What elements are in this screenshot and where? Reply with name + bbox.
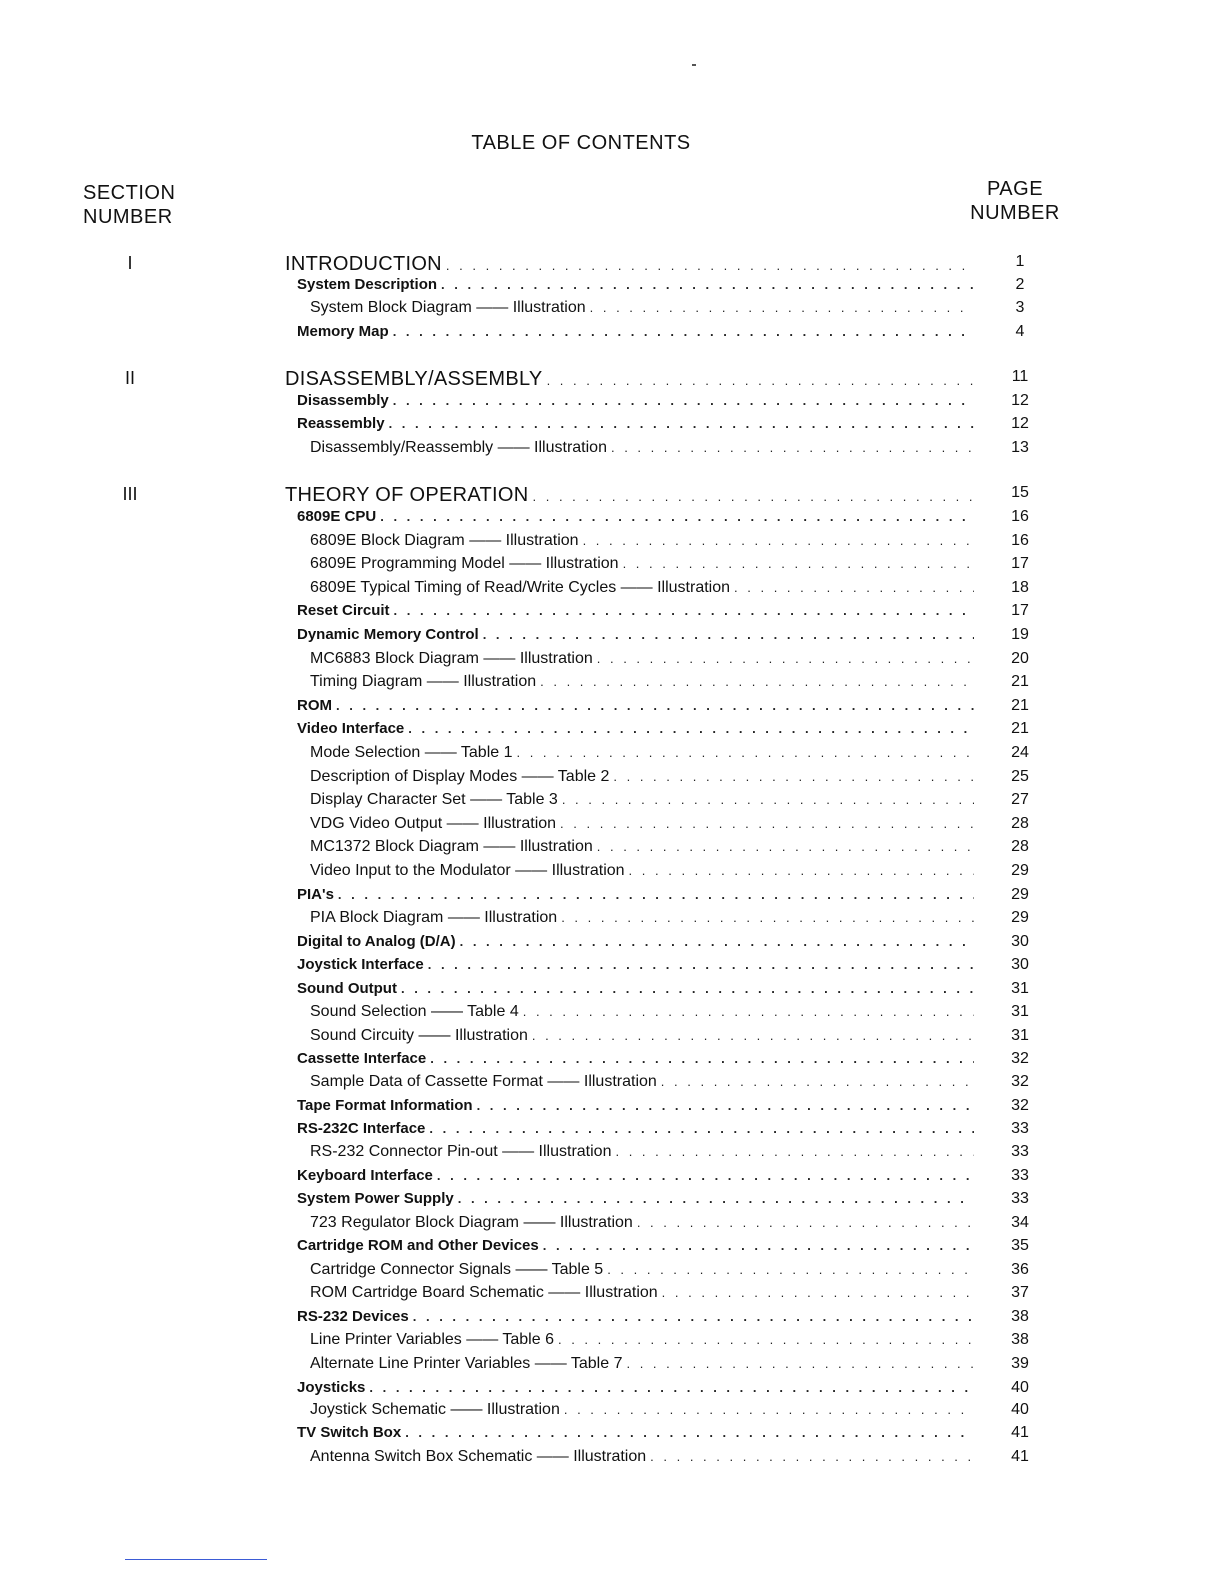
toc-entry[interactable] [310, 744, 974, 762]
dot-leader [607, 1262, 974, 1277]
dot-leader [458, 1191, 974, 1206]
toc-row [0, 1424, 1224, 1447]
dot-leader [389, 416, 974, 431]
page-number: 41 [1011, 1448, 1029, 1465]
toc-entry[interactable] [310, 909, 974, 927]
toc-entry-title: Reset Circuit [297, 602, 390, 619]
toc-entry[interactable] [310, 1214, 974, 1232]
toc-row [0, 368, 1224, 391]
toc-entry[interactable] [297, 1190, 974, 1207]
toc-row [0, 1448, 1224, 1471]
toc-entry-title: Mode Selection —— Table 1 [310, 744, 513, 761]
toc-entry-title: System Description [297, 276, 438, 293]
dot-leader [583, 533, 974, 548]
toc-entry-title: INTRODUCTION [285, 253, 442, 275]
page-number: 12 [1011, 392, 1029, 409]
toc-entry-title: Timing Diagram —— Illustration [310, 673, 537, 690]
dot-leader [597, 839, 974, 854]
toc-row [0, 1167, 1224, 1190]
page-number: 40 [1011, 1401, 1029, 1418]
dot-leader [564, 1402, 974, 1417]
dot-leader [562, 792, 974, 807]
dot-leader [734, 580, 974, 595]
toc-entry-title: PIA's [297, 886, 334, 903]
section-number: III [122, 484, 138, 504]
toc-row [0, 650, 1224, 673]
dot-leader [662, 1285, 974, 1300]
toc-entry[interactable] [297, 1237, 974, 1254]
dot-leader [637, 1215, 974, 1230]
dot-leader [543, 1238, 974, 1253]
toc-entry[interactable] [285, 368, 974, 391]
page-title: TABLE OF CONTENTS [471, 132, 691, 154]
toc-entry-title: 6809E Block Diagram —— Illustration [310, 532, 579, 549]
toc-entry[interactable] [310, 299, 974, 317]
dot-leader [661, 1074, 974, 1089]
toc-entry-title: TV Switch Box [297, 1424, 402, 1441]
page-number: 28 [1011, 815, 1029, 832]
page-number: 25 [1011, 768, 1029, 785]
dot-leader [460, 934, 974, 949]
toc-entry[interactable] [297, 980, 974, 997]
toc-entry[interactable] [310, 1003, 974, 1021]
toc-row [0, 1214, 1224, 1237]
toc-row [0, 1050, 1224, 1073]
toc-entry[interactable] [310, 532, 974, 550]
toc-row [0, 1097, 1224, 1120]
toc-entry[interactable] [297, 1097, 974, 1114]
page-number: 41 [1011, 1424, 1029, 1441]
toc-entry[interactable] [297, 1120, 974, 1137]
dot-leader [650, 1449, 974, 1464]
toc-entry-title: Joystick Schematic —— Illustration [310, 1401, 560, 1418]
toc-row [0, 1003, 1224, 1026]
toc-entry[interactable] [310, 439, 974, 457]
dot-leader [393, 324, 974, 339]
page-number: 1 [1015, 253, 1025, 270]
toc-entry-title: RS-232C Interface [297, 1120, 426, 1137]
toc-entry[interactable] [297, 276, 974, 293]
section-number: I [127, 253, 133, 273]
dot-leader [369, 1380, 974, 1395]
toc-entry-title: RS-232 Connector Pin-out —— Illustration [310, 1143, 612, 1160]
toc-entry-title: MC1372 Block Diagram —— Illustration [310, 838, 593, 855]
toc-row [0, 1027, 1224, 1050]
toc-entry-title: Tape Format Information [297, 1097, 473, 1114]
toc-entry-title: 6809E Programming Model —— Illustration [310, 555, 619, 572]
page-number: 12 [1011, 415, 1029, 432]
footnote-rule [125, 1559, 267, 1560]
dot-leader [533, 489, 974, 504]
toc-entry[interactable] [310, 1027, 974, 1045]
toc-entry-title: PIA Block Diagram —— Illustration [310, 909, 558, 926]
toc-row [0, 439, 1224, 462]
page-number: 32 [1011, 1073, 1029, 1090]
toc-entry-title: 6809E CPU [297, 508, 377, 525]
page-number: 40 [1011, 1379, 1029, 1396]
toc-row [0, 980, 1224, 1003]
toc-entry[interactable] [310, 1073, 974, 1091]
dot-leader [446, 258, 974, 273]
toc-entry-title: System Power Supply [297, 1190, 454, 1207]
page-number: 11 [1011, 368, 1029, 385]
toc-entry[interactable] [310, 862, 974, 880]
toc-row [0, 626, 1224, 649]
toc-row [0, 1190, 1224, 1213]
dot-leader [428, 957, 974, 972]
page-number: 13 [1011, 439, 1029, 456]
toc-entry-title: Dynamic Memory Control [297, 626, 479, 643]
section-number: II [124, 368, 135, 388]
toc-entry-title: Disassembly/Reassembly —— Illustration [310, 439, 607, 456]
toc-row [0, 956, 1224, 979]
dot-leader [405, 1425, 974, 1440]
page-number: 38 [1011, 1308, 1029, 1325]
page-number: 3 [1015, 299, 1025, 316]
page-number: 30 [1011, 956, 1029, 973]
toc-row [0, 1284, 1224, 1307]
dot-leader [393, 393, 974, 408]
toc-row [0, 815, 1224, 838]
toc-entry-title: Digital to Analog (D/A) [297, 933, 456, 950]
toc-row [0, 1379, 1224, 1402]
toc-entry-title: Sound Output [297, 980, 397, 997]
toc-entry[interactable] [310, 815, 974, 833]
toc-row [0, 1401, 1224, 1424]
toc-entry-title: Sound Circuity —— Illustration [310, 1027, 528, 1044]
toc-entry-title: 723 Regulator Block Diagram —— Illustration [310, 1214, 633, 1231]
toc-entry-title: 6809E Typical Timing of Read/Write Cycles —— Illustration [310, 579, 731, 596]
toc-entry[interactable] [310, 768, 974, 786]
toc-entry-title: THEORY OF OPERATION [285, 484, 529, 506]
toc-entry-title: Joysticks [297, 1379, 366, 1396]
toc-row [0, 697, 1224, 720]
toc-entry-title: DISASSEMBLY/ASSEMBLY [285, 368, 543, 390]
toc-row [0, 673, 1224, 696]
page-number: 17 [1011, 602, 1029, 619]
toc-row [0, 720, 1224, 743]
toc-entry-title: Sound Selection —— Table 4 [310, 1003, 519, 1020]
toc-row [0, 744, 1224, 767]
toc-entry[interactable] [310, 650, 974, 668]
page-label-line-2: NUMBER [970, 202, 1060, 224]
page-number: 39 [1011, 1355, 1029, 1372]
toc-entry[interactable] [285, 253, 974, 276]
page-number: 27 [1011, 791, 1029, 808]
toc-entry[interactable] [297, 697, 974, 714]
dot-leader [547, 373, 974, 388]
toc-entry[interactable] [297, 1424, 974, 1441]
toc-row [0, 484, 1224, 507]
dot-leader [430, 1051, 974, 1066]
toc-row [0, 933, 1224, 956]
toc-entry[interactable] [297, 392, 974, 409]
toc-entry[interactable] [310, 838, 974, 856]
page-number: 30 [1011, 933, 1029, 950]
toc-row [0, 791, 1224, 814]
page-label-line-1: PAGE [986, 178, 1044, 200]
page-number: 16 [1011, 508, 1029, 525]
dot-leader [523, 1004, 974, 1019]
page-number: 34 [1011, 1214, 1029, 1231]
page-number: 32 [1011, 1050, 1029, 1067]
toc-row [0, 323, 1224, 346]
page-number: 37 [1011, 1284, 1029, 1301]
toc-row [0, 579, 1224, 602]
toc-row [0, 532, 1224, 555]
section-label-line-1: SECTION [83, 182, 176, 204]
toc-row [0, 1355, 1224, 1378]
page-number: 31 [1011, 980, 1029, 997]
page-number: 29 [1011, 886, 1029, 903]
dot-leader [516, 745, 974, 760]
dot-leader [437, 1168, 974, 1183]
toc-entry[interactable] [285, 484, 974, 507]
toc-row [0, 768, 1224, 791]
page-number: 28 [1011, 838, 1029, 855]
page-number: 17 [1011, 555, 1029, 572]
dot-leader [590, 300, 974, 315]
toc-entry-title: System Block Diagram —— Illustration [310, 299, 586, 316]
toc-entry-title: Line Printer Variables —— Table 6 [310, 1331, 554, 1348]
page-number: 15 [1011, 484, 1029, 501]
toc-entry-title: Cassette Interface [297, 1050, 427, 1067]
toc-entry[interactable] [310, 1448, 974, 1466]
toc-entry-title: ROM Cartridge Board Schematic —— Illustration [310, 1284, 658, 1301]
toc-row [0, 1143, 1224, 1166]
page-number: 38 [1011, 1331, 1029, 1348]
toc-row [0, 602, 1224, 625]
toc-entry-title: Joystick Interface [297, 956, 424, 973]
dot-leader [338, 887, 974, 902]
toc-row [0, 1120, 1224, 1143]
toc-entry-title: Alternate Line Printer Variables —— Table 7 [310, 1355, 623, 1372]
dot-leader [613, 769, 974, 784]
toc-entry-title: Display Character Set —— Table 3 [310, 791, 558, 808]
toc-entry[interactable] [310, 555, 974, 573]
toc-row [0, 253, 1224, 276]
page-number: 20 [1011, 650, 1029, 667]
toc-entry[interactable] [297, 508, 974, 525]
toc-row [0, 1261, 1224, 1284]
dot-leader [483, 627, 974, 642]
toc-entry-title: Cartridge ROM and Other Devices [297, 1237, 539, 1254]
dot-leader [561, 910, 974, 925]
page-number: 33 [1011, 1190, 1029, 1207]
page-number: 29 [1011, 862, 1029, 879]
toc-entry-title: ROM [297, 697, 332, 714]
toc-entry-title: Reassembly [297, 415, 385, 432]
page-number: 21 [1011, 720, 1029, 737]
toc-row [0, 508, 1224, 531]
page-number: 33 [1011, 1143, 1029, 1160]
toc-entry[interactable] [297, 602, 974, 619]
toc-entry-title: Antenna Switch Box Schematic —— Illustration [310, 1448, 647, 1465]
dot-leader [429, 1121, 974, 1136]
toc-row [0, 886, 1224, 909]
dot-leader [408, 721, 974, 736]
dot-leader [623, 556, 974, 571]
page-number: 4 [1015, 323, 1025, 340]
dot-leader [560, 816, 974, 831]
toc-entry[interactable] [310, 1331, 974, 1349]
toc-row [0, 392, 1224, 415]
dot-leader [629, 863, 974, 878]
toc-entry-title: RS-232 Devices [297, 1308, 409, 1325]
page-number: 24 [1011, 744, 1029, 761]
toc-entry[interactable] [297, 626, 974, 643]
dot-leader [394, 603, 974, 618]
page-number: 36 [1011, 1261, 1029, 1278]
page-number-header [965, 177, 1065, 225]
toc-row [0, 909, 1224, 932]
toc-entry-title: Disassembly [297, 392, 389, 409]
page-number: 31 [1011, 1003, 1029, 1020]
section-label-line-2: NUMBER [83, 206, 173, 228]
dot-leader [380, 509, 974, 524]
page-number: 33 [1011, 1120, 1029, 1137]
toc-entry[interactable] [297, 720, 974, 737]
toc-entry-title: Keyboard Interface [297, 1167, 433, 1184]
toc-entry[interactable] [297, 886, 974, 903]
page-number: 21 [1011, 673, 1029, 690]
dot-leader [558, 1332, 974, 1347]
toc-row [0, 1308, 1224, 1331]
page-number: 2 [1015, 276, 1025, 293]
toc-entry[interactable] [310, 1401, 974, 1419]
page-number: 19 [1011, 626, 1029, 643]
toc-entry[interactable] [297, 1167, 974, 1184]
toc-row [0, 1073, 1224, 1096]
toc-entry[interactable] [310, 791, 974, 809]
toc-entry[interactable] [297, 323, 974, 340]
toc-row [0, 276, 1224, 299]
dot-leader [597, 651, 974, 666]
dot-leader [532, 1028, 974, 1043]
toc-entry[interactable] [310, 673, 974, 691]
section-number-header [83, 181, 175, 229]
toc-entry[interactable] [297, 1308, 974, 1325]
toc-entry-title: Description of Display Modes —— Table 2 [310, 768, 610, 785]
toc-entry[interactable] [297, 1379, 974, 1396]
toc-row [0, 1237, 1224, 1260]
toc-entry-title: Cartridge Connector Signals —— Table 5 [310, 1261, 604, 1278]
toc-entry[interactable] [310, 1284, 974, 1302]
toc-row [0, 838, 1224, 861]
toc-row [0, 415, 1224, 438]
toc-entry[interactable] [297, 415, 974, 432]
dot-leader [413, 1309, 974, 1324]
dot-leader [611, 440, 974, 455]
page-number: 21 [1011, 697, 1029, 714]
toc-row [0, 555, 1224, 578]
toc-entry-title: Video Interface [297, 720, 405, 737]
dot-leader [477, 1098, 974, 1113]
dot-leader [336, 698, 974, 713]
toc-entry[interactable] [310, 1355, 974, 1373]
dot-leader [401, 981, 974, 996]
toc-entry-title: Sample Data of Cassette Format —— Illustration [310, 1073, 657, 1090]
toc-row [0, 1331, 1224, 1354]
toc-row [0, 299, 1224, 322]
toc-entry[interactable] [310, 1261, 974, 1279]
toc-entry[interactable] [310, 579, 974, 597]
page-number: 33 [1011, 1167, 1029, 1184]
dot-leader [540, 674, 974, 689]
toc-entry-title: VDG Video Output —— Illustration [310, 815, 557, 832]
page-number: 18 [1011, 579, 1029, 596]
scan-speck [692, 64, 696, 66]
dot-leader [441, 277, 974, 292]
page-number: 16 [1011, 532, 1029, 549]
toc-row [0, 862, 1224, 885]
page-number: 29 [1011, 909, 1029, 926]
toc-entry-title: MC6883 Block Diagram —— Illustration [310, 650, 593, 667]
toc-entry-title: Memory Map [297, 323, 389, 340]
page-number: 31 [1011, 1027, 1029, 1044]
toc-entry[interactable] [297, 1050, 974, 1067]
page-number: 32 [1011, 1097, 1029, 1114]
dot-leader [615, 1144, 974, 1159]
toc-entry[interactable] [297, 956, 974, 973]
page-number: 35 [1011, 1237, 1029, 1254]
toc-entry[interactable] [297, 933, 974, 950]
toc-entry-title: Video Input to the Modulator —— Illustration [310, 862, 625, 879]
toc-entry[interactable] [310, 1143, 974, 1161]
dot-leader [626, 1356, 974, 1371]
